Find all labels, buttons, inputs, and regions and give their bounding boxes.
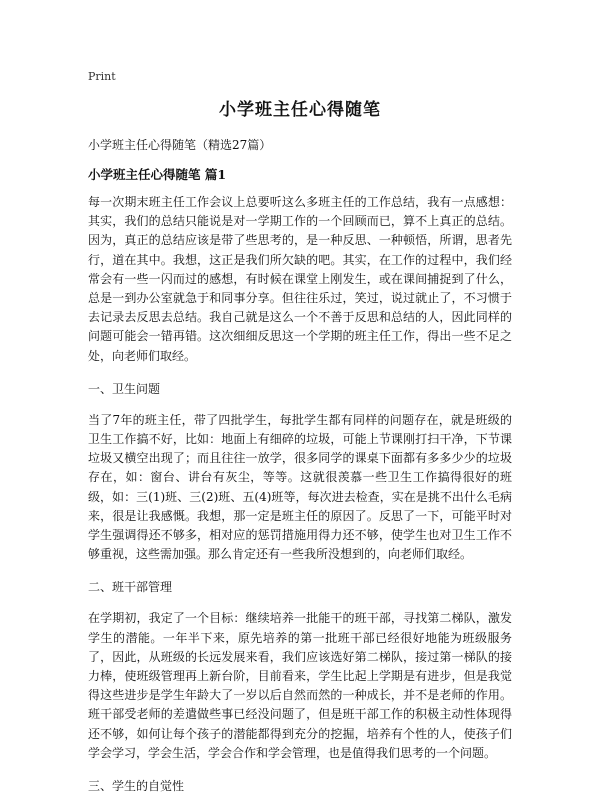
- section-hygiene-heading: 一、卫生问题: [88, 381, 161, 396]
- section-heading: 小学班主任心得随笔 篇1: [88, 167, 227, 182]
- section-self-discipline-heading: 三、学生的自觉性: [88, 779, 185, 794]
- section-cadre-body: 在学期初，我定了一个目标：继续培养一批能干的班干部，寻找第二梯队，激发学生的潜能。一年半下来，原先培养的第一批班干部已经很好地能为班级服务了，因此，从班级的长远发展来看，我们应该选好第二梯队，接过第一梯队的接力棒，使班级管理再上新台阶，目前看来，学生比起上学期是有进步，但是我觉得这些进步是学生年龄大了一岁以后自然而然的一种成长，并不是老师的作用。班干部受老师的差遣做些事已经没问题了，但是班干部工作的积极主动性体现得还不够，如何让每个孩子的潜能都得到充分的挖掘，培养有个性的人，使孩子们学会学习，学会生活，学会合作和学会管理，也是值得我们思考的一个问题。: [88, 611, 512, 760]
- document-subtitle: 小学班主任心得随笔（精选27篇）: [88, 138, 272, 152]
- intro-paragraph: 每一次期末班主任工作会议上总要听这么多班主任的工作总结，我有一点感想：其实，我们的总结只能说是对一学期工作的一个回顾而已，算不上真正的总结。因为，真正的总结应该是带了些思考的，是一种反思、一种顿悟，所谓，思者先行，道在其中。我想，这正是我们所欠缺的吧。其实，在工作的过程中，我们经常会有一些一闪而过的感想，有时候在课堂上刚发生，或在课间捕捉到了什么，总是一到办公室就急于和同事分享。但往往乐过，笑过，说过就止了，不习惯于去记录去反思去总结。我自己就是这么一个不善于反思和总结的人，因此同样的问题可能会一错再错。这次细细反思这一个学期的班主任工作，得出一些不足之处，向老师们取经。: [88, 195, 512, 363]
- page-title: 小学班主任心得随笔: [219, 100, 381, 120]
- section-hygiene-body: 当了7年的班主任，带了四批学生，每批学生都有同样的问题存在，就是班级的卫生工作搞不好，比如：地面上有细碎的垃圾，可能上节课刚打扫干净，下节课垃圾又横空出现了；而且往往一放学，很多同学的课桌下面都有多多少少的垃圾存在，如：窗台、讲台有灰尘，等等。这就很羡慕一些卫生工作搞得很好的班级，如：三(1)班、三(2)班、五(4)班等，每次进去检查，实在是挑不出什么毛病来，很是让我感慨。我想，那一定是班主任的原因了。反思了一下，可能平时对学生强调得还不够多，相对应的惩罚措施用得力还不够，使学生也对卫生工作不够重视，这些需加强。那么肯定还有一些我所没想到的，向老师们取经。: [88, 412, 512, 562]
- print-label[interactable]: Print: [88, 70, 116, 83]
- section-cadre-heading: 二、班干部管理: [88, 580, 173, 595]
